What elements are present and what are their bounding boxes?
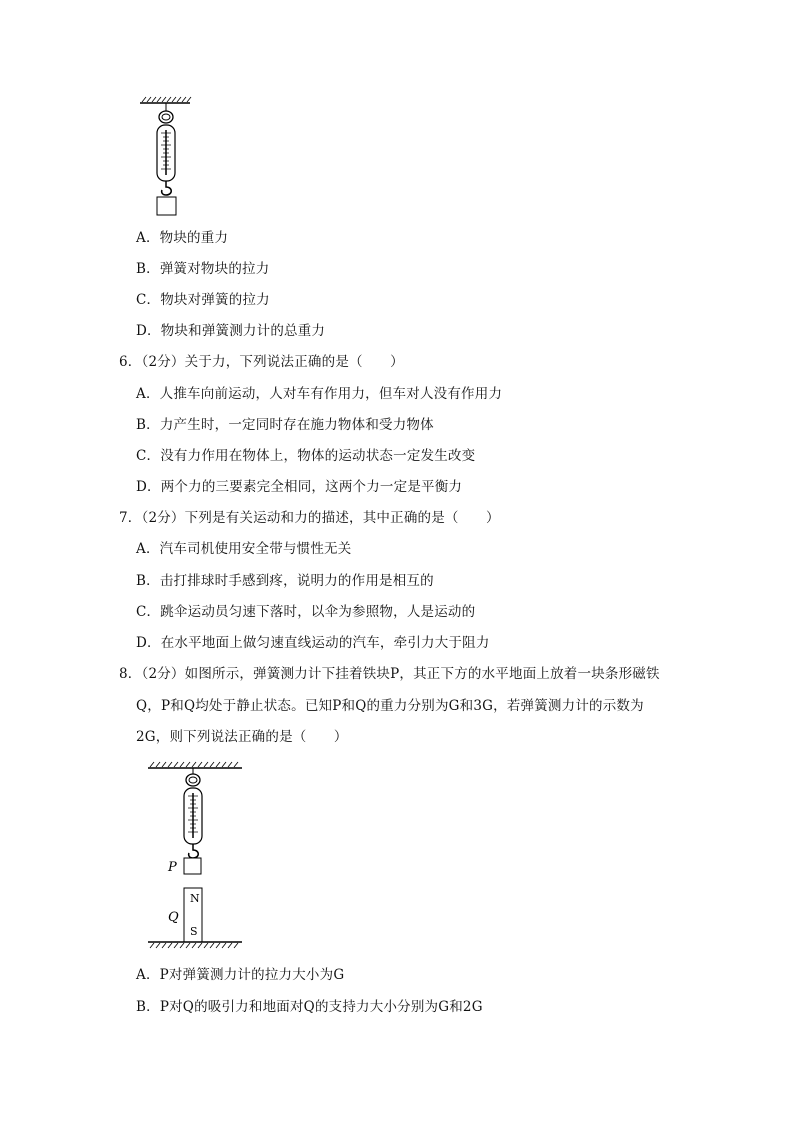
q6-option-c: C．没有力作用在物体上，物体的运动状态一定发生改变 xyxy=(136,448,476,464)
q6-stem: 6．（2分）关于力，下列说法正确的是（ ） xyxy=(119,354,404,370)
q7-option-c: C．跳伞运动员匀速下落时，以伞为参照物，人是运动的 xyxy=(136,604,476,620)
q6-option-b: B．力产生时，一定同时存在施力物体和受力物体 xyxy=(136,417,434,433)
q5-option-b: B．弹簧对物块的拉力 xyxy=(136,261,270,277)
spring-scale-figure-1 xyxy=(135,95,205,220)
q8-option-a: A．P对弹簧测力计的拉力大小为G xyxy=(136,967,345,983)
label-p: P xyxy=(168,860,177,875)
q5-option-d: D．物块和弹簧测力计的总重力 xyxy=(136,323,326,339)
q8-stem-line-1: 8．（2分）如图所示，弹簧测力计下挂着铁块P，其正下方的水平地面上放着一块条形磁铁 xyxy=(119,666,660,682)
label-q: Q xyxy=(168,910,179,925)
spring-scale-magnet-figure xyxy=(140,760,250,955)
q8-stem-line-2: Q，P和Q均处于静止状态。已知P和Q的重力分别为G和3G，若弹簧测力计的示数为 xyxy=(136,698,644,714)
q6-option-a: A．人推车向前运动，人对车有作用力，但车对人没有作用力 xyxy=(136,386,503,402)
q8-option-b: B．P对Q的吸引力和地面对Q的支持力大小分别为G和2G xyxy=(136,999,483,1015)
q7-stem: 7．（2分）下列是有关运动和力的描述，其中正确的是（ ） xyxy=(119,510,500,526)
label-n: N xyxy=(190,892,200,905)
label-s: S xyxy=(190,925,198,938)
q7-option-b: B．击打排球时手感到疼，说明力的作用是相互的 xyxy=(136,573,434,589)
q5-option-a: A．物块的重力 xyxy=(136,230,229,246)
q5-option-c: C．物块对弹簧的拉力 xyxy=(136,292,270,308)
q7-option-a: A．汽车司机使用安全带与惯性无关 xyxy=(136,541,352,557)
q6-option-d: D．两个力的三要素完全相同，这两个力一定是平衡力 xyxy=(136,479,463,495)
q8-stem-line-3: 2G，则下列说法正确的是（ ） xyxy=(136,729,348,745)
q7-option-d: D．在水平地面上做匀速直线运动的汽车，牵引力大于阻力 xyxy=(136,635,490,651)
